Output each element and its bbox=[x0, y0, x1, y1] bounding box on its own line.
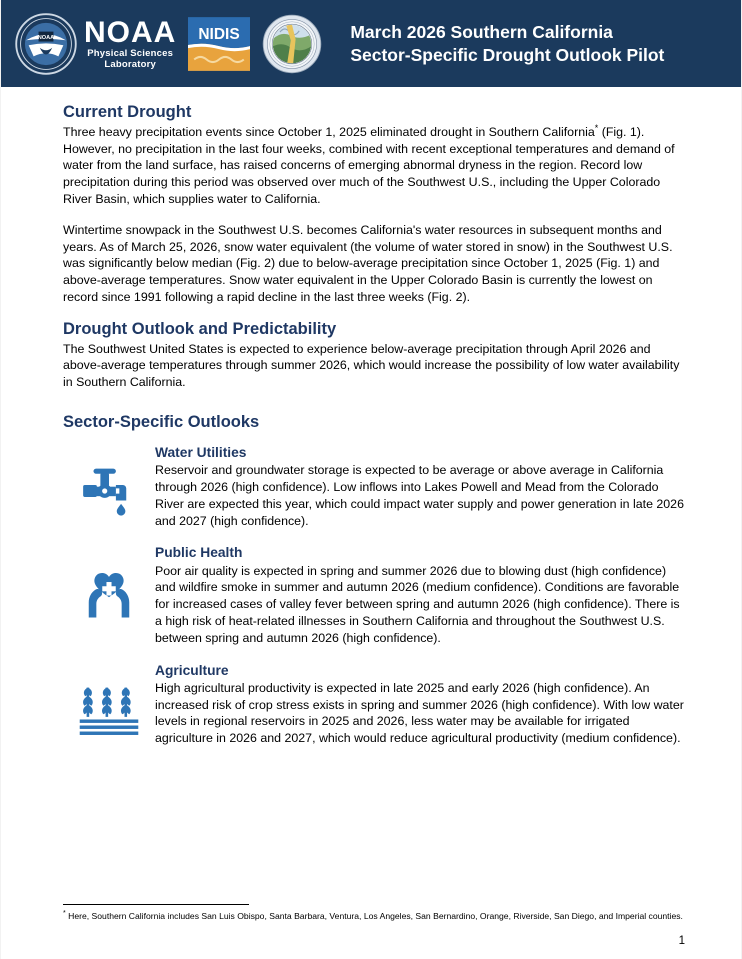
footnote-body: Here, Southern California includes San Luis Obispo, Santa Barbara, Ventura, Los Angeles, San Bernardino, Orange, Riverside, San Diego, and Imperial counties. bbox=[65, 911, 683, 922]
sector-body-public-health bbox=[155, 544, 685, 646]
noaa-sub-line1: Physical Sciences bbox=[87, 48, 174, 59]
footnote-divider bbox=[63, 904, 249, 905]
sector-body-agriculture bbox=[155, 662, 685, 747]
noaa-seal-icon bbox=[15, 13, 77, 75]
heading-drought-outlook: Drought Outlook and Predictability bbox=[63, 319, 337, 338]
sector-icon-agriculture bbox=[63, 662, 155, 736]
heading-sector-specific-outlooks: Sector-Specific Outlooks bbox=[63, 412, 260, 431]
noaa-logo bbox=[15, 13, 176, 75]
footnote-text bbox=[63, 911, 685, 923]
noaa-wordmark-text: NOAA bbox=[84, 16, 177, 49]
footnote-marker-inline: * bbox=[594, 122, 599, 133]
page-number: 1 bbox=[678, 935, 685, 947]
sector-title-public-health: Public Health bbox=[155, 545, 243, 561]
sector-text-public-health: Poor air quality is expected in spring and summer 2026 due to blowing dust (high confidence) and wildfire smoke in summer and autumn 2026 (medium confidence). Conditions are favorable for increased cases of valley fever between spring and autumn 2026 (high confidence). There is a high risk of heat-related illnesses in Southern California and throughout the Southwest U.S. between spring and autumn 2026 (high confidence). bbox=[155, 563, 680, 645]
paragraph-current-drought-2: Wintertime snowpack in the Southwest U.S. becomes California's water resources in subsequent months and years. As of March 25, 2026, snow water equivalent (the volume of water stored in snow) in the Southwest U.S. was significantly below median (Fig. 2) due to below-average precipitation since October 1, 2025 (Fig. 1) and above-average temperatures. Snow water equivalent in the Upper Colorado Basin is currently the lowest on record since 1991 following a rapid decline in the last three weeks (Fig. 2). bbox=[63, 222, 673, 304]
document-content bbox=[1, 87, 741, 747]
heading-current-drought: Current Drought bbox=[63, 103, 192, 121]
header-logo-row bbox=[15, 13, 322, 75]
sector-icon-water-utilities bbox=[63, 444, 155, 516]
noaa-wordmark bbox=[84, 18, 176, 69]
header-title-line1: March 2026 Southern California bbox=[350, 21, 613, 42]
header-title-line2: Sector-Specific Drought Outlook Pilot bbox=[350, 44, 665, 65]
sector-water-utilities bbox=[63, 444, 685, 529]
sector-icon-public-health bbox=[63, 544, 155, 620]
header-title bbox=[350, 21, 664, 67]
paragraph-current-drought-1 bbox=[63, 124, 685, 208]
sector-title-water-utilities: Water Utilities bbox=[155, 444, 247, 460]
sector-title-agriculture: Agriculture bbox=[155, 662, 229, 678]
sector-text-water-utilities: Reservoir and groundwater storage is expected to be average or above average in California through 2026 (high confidence). Low inflows into Lakes Powell and Mead from the Colorado River are expected this year, which could impact water supply and power generation in late 2026 and 2027 (high confidence). bbox=[155, 463, 684, 528]
svg-text:NOAA: NOAA bbox=[37, 34, 55, 41]
sector-body-water-utilities bbox=[155, 444, 685, 529]
faucet-water-drop-icon bbox=[81, 466, 137, 516]
sector-public-health bbox=[63, 544, 685, 646]
paragraph-current-drought-1-part1: Three heavy precipitation events since October 1, 2025 eliminated drought in Southern California bbox=[63, 124, 595, 139]
paragraph-drought-outlook: The Southwest United States is expected to experience below-average precipitation through April 2026 and above-average temperatures through summer 2026, which would increase the possibility of low water availability in Southern California. bbox=[63, 341, 680, 390]
footnote-area bbox=[63, 904, 685, 923]
document-header bbox=[1, 0, 741, 87]
california-dwr-seal-icon bbox=[262, 14, 322, 74]
svg-text:NIDIS: NIDIS bbox=[198, 25, 241, 43]
paragraph-current-drought-1-part2: (Fig. 1). However, no precipitation in the last four weeks, combined with recent exceptional temperatures and demand of water from the land surface, has raised concerns of emerging abnormal dryness in the region. Record low precipitation during this period was observed over much of the Southwest U.S., including the Upper Colorado River Basin, which supplies water to California. bbox=[63, 124, 675, 206]
wheat-crops-field-icon bbox=[78, 684, 140, 736]
nidis-logo-icon bbox=[188, 17, 250, 71]
noaa-sub-line2: Laboratory bbox=[104, 58, 156, 70]
sector-agriculture bbox=[63, 662, 685, 747]
footnote-marker: * bbox=[63, 910, 66, 918]
sector-text-agriculture: High agricultural productivity is expected in late 2025 and early 2026 (high confidence). An increased risk of crop stress exists in spring and summer 2026 (high confidence). With low water levels in regional reservoirs in 2025 and 2026, less water may be available for irrigated agriculture in 2026 and 2027, which would reduce agricultural productivity (medium confidence). bbox=[155, 680, 684, 746]
heart-hands-medical-cross-icon bbox=[82, 566, 136, 620]
